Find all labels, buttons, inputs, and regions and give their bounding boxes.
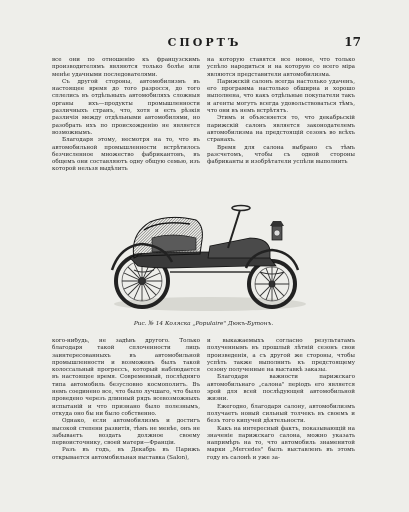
vintage-car-engraving bbox=[100, 186, 320, 320]
paragraph: Разъ въ годъ, въ Декабрь въ Парижъ открывается автомобильная выставка (Salon), bbox=[52, 447, 200, 461]
running-title: СПОРТЪ bbox=[167, 36, 242, 49]
paragraph: на которую ставятся все новое, что только успѣло народиться и на которую со всего міра являются представители автомобилизма. bbox=[207, 57, 355, 78]
front-wheel bbox=[249, 261, 295, 307]
car-illustration bbox=[100, 186, 320, 320]
text-column-top-right bbox=[207, 57, 355, 187]
paragraph: все они по отношенію къ французскимъ производителямъ являются только болѣе или менѣе удачными последователями. bbox=[52, 57, 200, 78]
paragraph: кого-нибудь, не задѣвъ другого. Только благодаря такой сплоченности лицъ заинтересованныхъ въ автомобильной промышленности и возможенъ былъ такой колоссальный прогрессъ, который наблюдается въ настоящее время. Современный, послѣдняго типа автомобиль безусловно космополитъ. Въ немъ соединено все, что было лучшаго, что было проведено черезъ длинный рядъ всевозможныхъ испытаній и что признано было полезнымъ, откуда оно бы ни было собственно. bbox=[52, 338, 200, 417]
text-column-top-left bbox=[52, 57, 200, 187]
paragraph: Парижскій салонъ всегда настолько удаченъ, его программа настолько обширна и хорошо выполнена, что какъ отдѣльные покупатели такъ и агенты могутъ всегда удовольствоваться тѣмъ, что они въ немъ встрѣтятъ. bbox=[207, 78, 355, 115]
text-column-bottom-left bbox=[52, 338, 200, 504]
paragraph: Благодаря этому, несмотря на то, что въ автомобильной промышленности встрѣтилось безчисленное множество фабрикантовъ, въ общемъ они составляютъ одну общую семью, изъ которой нельзя выдѣлить bbox=[52, 137, 200, 173]
paragraph: Благодаря важности парижскаго автомобильнаго „салона" періодъ его является эрой для всей послѣдующей автомобильной жизни. bbox=[207, 374, 355, 403]
page-header bbox=[48, 36, 361, 50]
figure-caption bbox=[52, 321, 355, 327]
paragraph: Этимъ и объясняется то, что декабрьскій парижскій салонъ является законодателемъ автомобилизма на предстоящій сезонъ во всѣхъ странахъ. bbox=[207, 115, 355, 144]
paragraph: Время для салона выбрано съ тѣмъ разсчетомъ, чтобы съ одной стороны фабриканты и изобрѣтатели успѣли выполнить bbox=[207, 144, 355, 166]
paragraph: Съ другой стороны, автомобилизмъ въ настоящее время до того разросся, до того сплелись въ отдѣльныхъ автомобиляхъ сложныя органы ихъ—продукты промышленности различныхъ странъ, что, хотя и есть рѣзкія различія между отдѣльными автомобилями, но разобрать ихъ по происхожденію не является возможнымъ. bbox=[52, 78, 200, 136]
paragraph: и выкажаемыхъ согласно результатамъ полученнымъ въ прошлый лѣтній сезонъ свои произведенія, а съ другой же стороны, чтобы успѣть также выполнить къ предстоящему сезону полученные на выставкѣ заказы. bbox=[207, 338, 355, 374]
headlamp bbox=[270, 221, 284, 240]
paragraph: Какъ на интересный фактъ, показывающій на значеніе парижскаго салона, можно указать напримѣръ на то, что автомобиль знаменитой марки „Mercedes" былъ выставленъ въ этомъ году въ салонѣ и уже за- bbox=[207, 425, 355, 461]
text-column-bottom-right bbox=[207, 338, 355, 504]
page-number: 17 bbox=[344, 35, 361, 49]
paragraph: Ежегодно, благодаря салону, автомобилизмъ получаетъ новый сильный толчекъ въ своемъ и безъ того кипучей дѣятельности. bbox=[207, 403, 355, 425]
figure-caption-text: Рис. № 14 Коляска „Populaire" Дюкъ-Бутонъ. bbox=[133, 321, 274, 327]
paragraph: Однако, если автомобилизмъ и достигъ высокой степени развитія, тѣмъ не менѣе, онъ не забываетъ воздать должное своему первоисточнику, своей матери—Франціи. bbox=[52, 418, 200, 447]
